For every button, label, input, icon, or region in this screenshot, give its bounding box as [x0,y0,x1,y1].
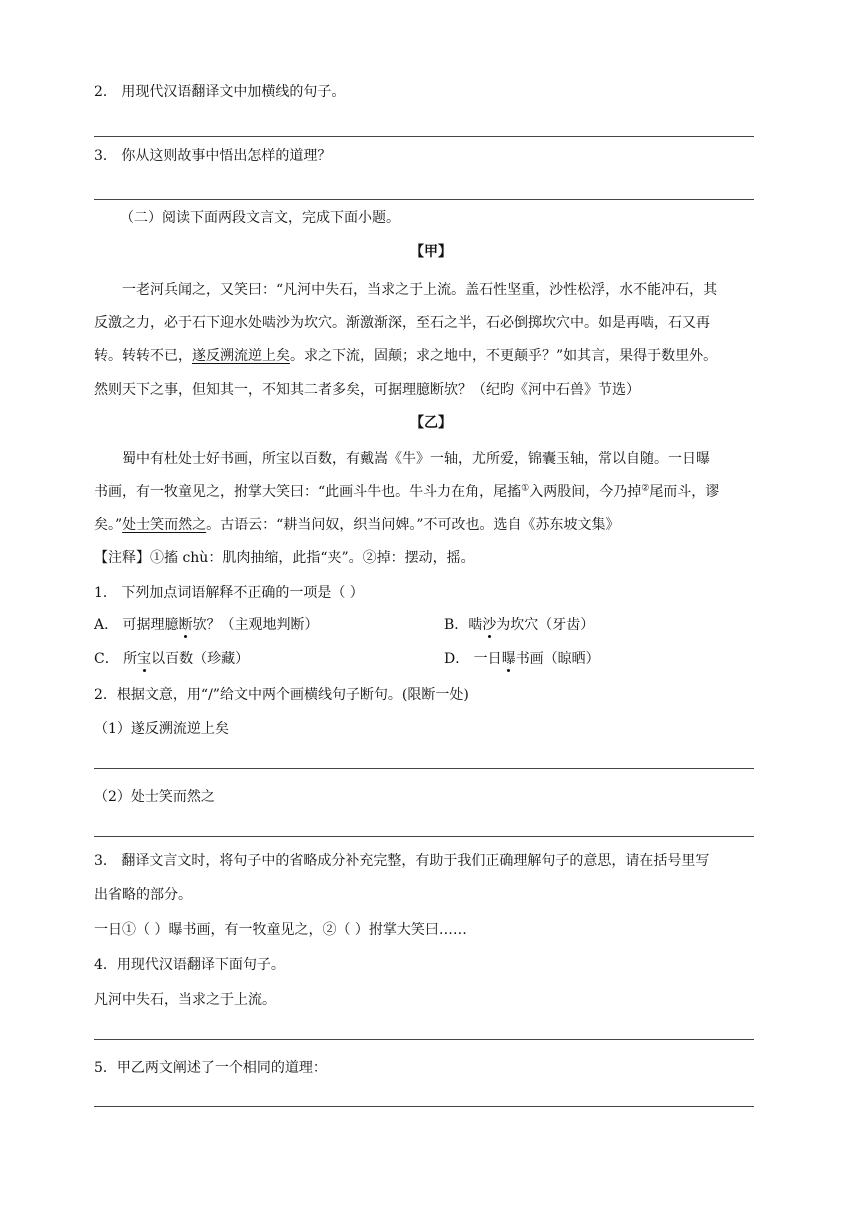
section-intro: （二）阅读下面两段文言文，完成下面小题。 [120,210,400,226]
answer-line [94,768,754,769]
passage-jia-line: 转。转转不已，遂反溯流逆上矣。求之下流，固颠；求之地中，不更颠乎？”如其言，果得于数里外。 [94,348,718,364]
underlined-sentence: 处士笑而然之 [122,517,207,533]
question-3-lesson: 3． 你从这则故事中悟出怎样的道理？ [94,148,332,164]
question-3-stem: 3． 翻译文言文时，将句子中的省略成分补充完整，有助于我们正确理解句子的意思，请在括号里写 [94,853,710,869]
question-3-stem-cont: 出省略的部分。 [94,887,192,903]
passage-yi-line: 矣。”处士笑而然之。古语云：“耕当问奴，织当问婢。”不可改也。选自《苏东坡文集》 [94,517,620,533]
answer-line [94,199,754,200]
passage-yi-line: 蜀中有杜处士好书画，所宝以百数，有戴嵩《牛》一轴，尤所爱，锦囊玉轴，常以自随。一日曝 [122,451,710,467]
question-4-stem: 4．用现代汉语翻译下面句子。 [94,957,285,973]
question-1-stem: 1． 下列加点词语解释不正确的一项是（ ） [94,585,364,601]
passage-yi-heading: 【乙】 [410,415,452,431]
option-c: C． 所宝以百数（珍藏） [94,651,250,667]
passage-jia-line: 然则天下之事，但知其一，不知其二者多矣，可据理臆断欤？（纪昀《河中石兽》节选） [94,382,640,398]
underlined-sentence: 遂反溯流逆上矣 [192,348,290,364]
answer-line [94,1106,754,1107]
option-d: D． 一日曝书画（晾晒） [444,651,600,667]
answer-line [94,836,754,837]
question-2-translate: 2． 用现代汉语翻译文中加横线的句子。 [94,84,346,100]
question-4-sentence: 凡河中失石，当求之于上流。 [94,992,276,1008]
passage-jia-line: 反激之力，必于石下迎水处啮沙为坎穴。渐激渐深，至石之半，石必倒掷坎穴中。如是再啮，石又再 [94,315,710,331]
annotation-note: 【注释】①搐 chù：肌肉抽缩，此指“夹”。②掉：摆动，摇。 [94,550,475,566]
option-a: A． 可据理臆断欤？（主观地判断） [94,617,319,633]
question-2-sentence-1: （1）遂反溯流逆上矣 [94,721,229,737]
passage-jia-line: 一老河兵闻之，又笑曰：“凡河中失石，当求之于上流。盖石性坚重，沙性松浮，水不能冲石，其 [122,282,718,298]
question-2-stem: 2．根据文意，用“/”给文中两个画横线句子断句。(限断一处) [94,687,469,703]
question-3-fill-line: 一日①（ ）曝书画，有一牧童见之，②（ ）拊掌大笑曰…… [94,922,467,938]
question-5-stem: 5．甲乙两文阐述了一个相同的道理： [94,1060,327,1076]
option-b: B．啮沙为坎穴（牙齿） [444,617,595,633]
passage-jia-heading: 【甲】 [410,244,452,260]
answer-line [94,136,754,137]
question-2-sentence-2: （2）处士笑而然之 [94,789,215,805]
answer-line [94,1039,754,1040]
passage-yi-line: 书画，有一牧童见之，拊掌大笑曰：“此画斗牛也。牛斗力在角，尾搐①入两股间，今乃掉②尾而斗，谬 [94,483,720,500]
